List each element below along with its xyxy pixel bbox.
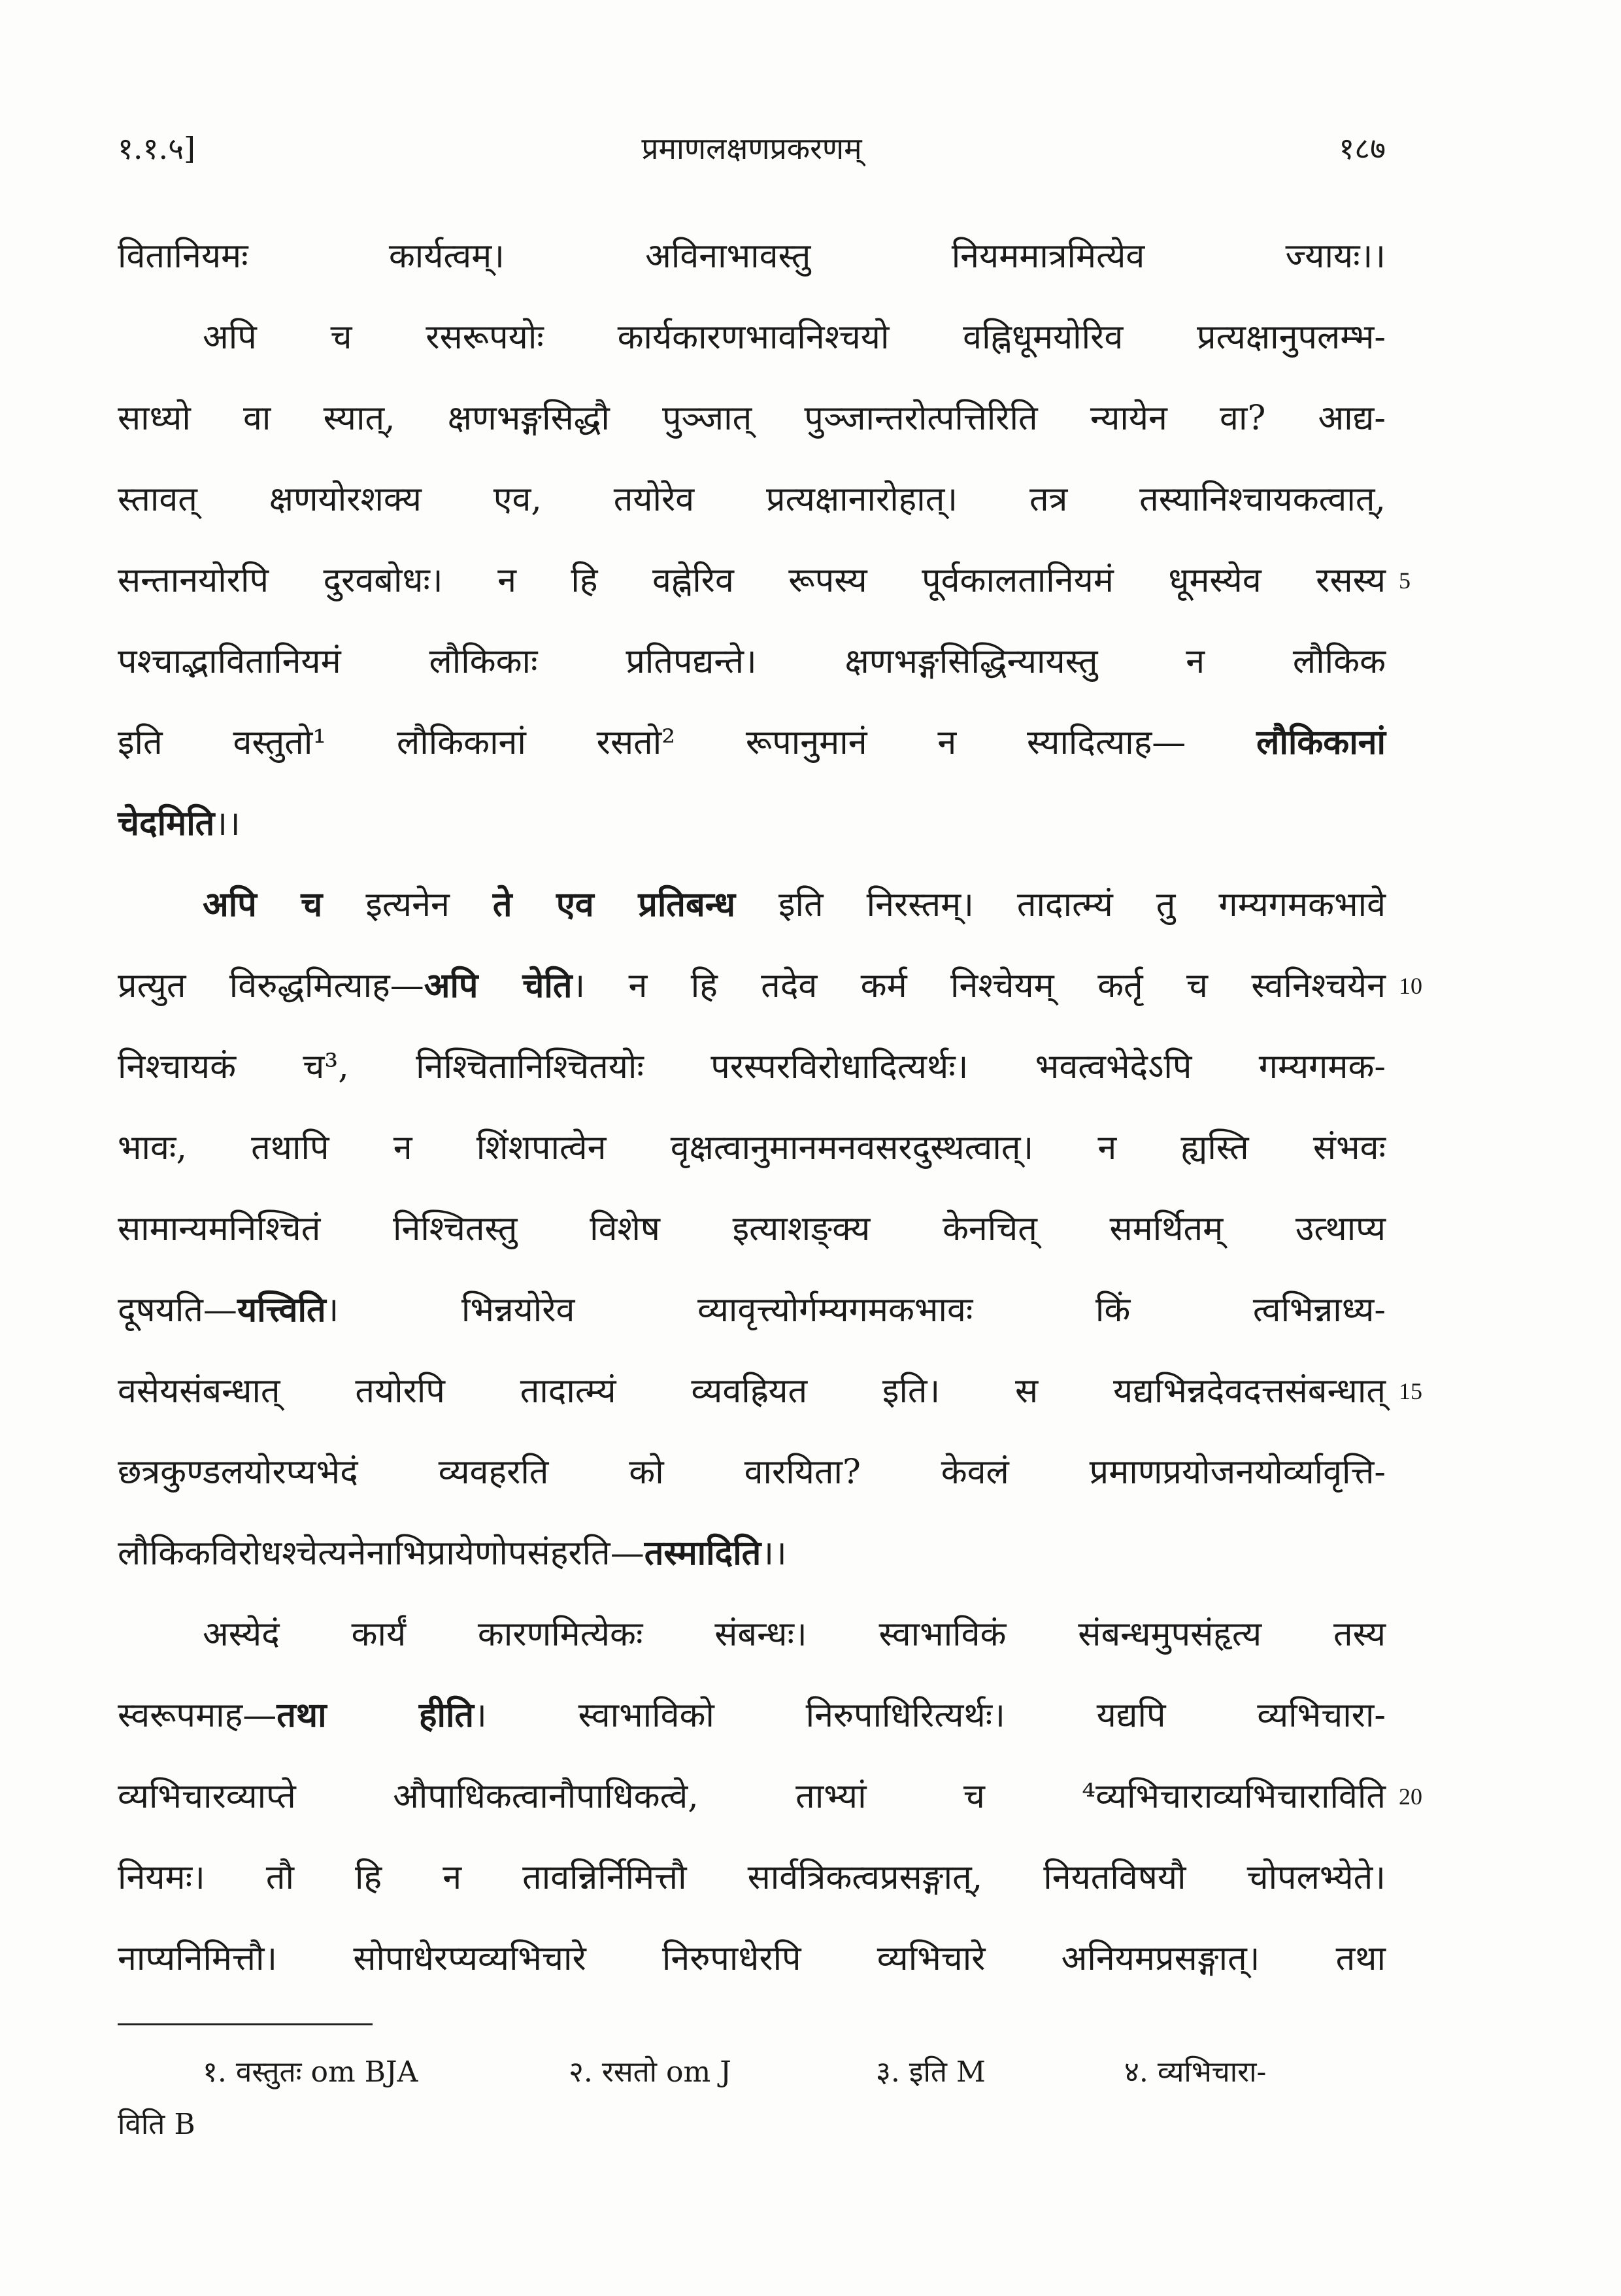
- text-line: [118, 1675, 1386, 1756]
- text-segment: नाप्यनिमित्तौ। सोपाधेरप्यव्यभिचारे निरुपाधेरपि व्यभिचारे अनियमप्रसङ्गात्। तथा: [118, 1939, 1386, 1978]
- text-line: [118, 621, 1386, 702]
- bold-lemma: ते एव प्रतिबन्ध: [492, 885, 736, 924]
- text-segment: लौकिकविरोधश्चेत्यनेनाभिप्रायेणोपसंहरति—: [118, 1534, 644, 1573]
- text-line: [118, 945, 1422, 1026]
- text-segment: । न हि तदेव कर्म निश्चेयम् कर्तृ च स्वनिश्चयेन: [572, 966, 1386, 1005]
- text-line: [118, 1432, 1386, 1513]
- text-segment: इत्यनेन: [322, 885, 493, 924]
- bold-lemma: अपि चेति: [424, 966, 573, 1005]
- line-number: 20: [1399, 1783, 1422, 1810]
- text-segment: । भिन्नयोरेव व्यावृत्त्योर्गम्यगमकभावः किं त्वभिन्नाध्य-: [326, 1291, 1386, 1330]
- text-segment: स्तावत् क्षणयोरशक्य एव, तयोरेव प्रत्यक्षानारोहात्। तत्र तस्यानिश्चायकत्वात्,: [118, 480, 1386, 519]
- text-line: [118, 1756, 1422, 1837]
- text-line: [118, 783, 1386, 864]
- text-segment: व्यभिचारव्याप्ते औपाधिकत्वानौपाधिकत्वे, ताभ्यां च ⁴व्यभिचाराव्यभिचाराविति: [118, 1777, 1386, 1816]
- line-number: 5: [1399, 567, 1411, 594]
- text-segment: वसेयसंबन्धात् तयोरपि तादात्म्यं व्यवह्रियत इति। स यद्यभिन्नदेवदत्तसंबन्धात्: [118, 1372, 1386, 1411]
- line-number: 10: [1399, 973, 1422, 999]
- text-line: [118, 297, 1386, 378]
- bold-lemma: अपि च: [203, 885, 323, 924]
- footnotes: [118, 2046, 1386, 2151]
- text-line: [118, 459, 1386, 540]
- bold-lemma: चेदमिति: [118, 803, 215, 843]
- text-line: [118, 1918, 1386, 1999]
- bold-lemma: तस्मादिति: [644, 1533, 761, 1573]
- footnote-continuation: विति B: [118, 2108, 195, 2141]
- text-line: [118, 540, 1411, 621]
- footnote-1: १. वस्तुतः om BJA: [203, 2055, 418, 2089]
- text-segment: दूषयति—: [118, 1291, 237, 1330]
- text-line: [118, 378, 1386, 459]
- chapter-title: प्रमाणलक्षणप्रकरणम्: [641, 131, 862, 166]
- text-line: [118, 1837, 1386, 1918]
- running-head: [118, 127, 1386, 180]
- text-line: [118, 1513, 1386, 1594]
- bold-lemma: यत्त्विति: [237, 1290, 326, 1330]
- text-segment: भावः, तथापि न शिंशपात्वेन वृक्षत्वानुमानमनवसरदुस्थत्वात्। न ह्यस्ति संभवः: [118, 1128, 1386, 1168]
- text-segment: वितानियमः कार्यत्वम्। अविनाभावस्तु नियममात्रमित्येव ज्यायः।।: [118, 237, 1386, 276]
- footnote-2: २. रसतो om J: [569, 2055, 731, 2089]
- text-segment: । स्वाभाविको निरुपाधिरित्यर्थः। यद्यपि व्यभिचारा-: [474, 1696, 1386, 1735]
- section-reference: १.१.५]: [118, 131, 195, 166]
- text-segment: प्रत्युत विरुद्धमित्याह—: [118, 966, 424, 1005]
- text-line: [118, 1026, 1386, 1107]
- text-line: [118, 1270, 1386, 1351]
- text-segment: अस्येदं कार्यं कारणमित्येकः संबन्धः। स्वाभाविकं संबन्धमुपसंहृत्य तस्य: [203, 1615, 1386, 1654]
- body-text: [118, 216, 1422, 1999]
- text-segment: सामान्यमनिश्चितं निश्चितस्तु विशेष इत्याशङ्क्य केनचित् समर्थितम् उत्थाप्य: [118, 1209, 1386, 1249]
- text-segment: स्वरूपमाह—: [118, 1696, 277, 1735]
- footnote-3: ३. इति M: [876, 2055, 986, 2089]
- text-segment: निश्चायकं च³, निश्चितानिश्चितयोः परस्परविरोधादित्यर्थः। भवत्वभेदेऽपि गम्यगमक-: [118, 1047, 1386, 1087]
- bold-lemma: लौकिकानां: [1256, 722, 1386, 762]
- text-line: [118, 702, 1386, 783]
- footnote-4: ४. व्यभिचारा-: [1124, 2055, 1267, 2089]
- text-segment: नियमः। तौ हि न तावन्निर्निमित्तौ सार्वत्रिकत्वप्रसङ्गात्, नियतविषयौ चोपलभ्येते।: [118, 1858, 1386, 1897]
- text-segment: सन्तानयोरपि दुरवबोधः। न हि वह्नेरिव रूपस्य पूर्वकालतानियमं धूमस्येव रसस्य: [118, 561, 1386, 600]
- line-number: 15: [1399, 1378, 1422, 1404]
- text-segment: इति निरस्तम्। तादात्म्यं तु गम्यगमकभावे: [735, 885, 1386, 924]
- text-line: [118, 216, 1386, 297]
- text-line: [118, 1594, 1386, 1675]
- text-line: [118, 1189, 1386, 1270]
- footnote-rule: [118, 2023, 373, 2025]
- text-line: [118, 1107, 1386, 1189]
- text-segment: ।।: [214, 804, 241, 843]
- text-segment: ।।: [761, 1534, 787, 1573]
- bold-lemma: तथा हीति: [276, 1695, 475, 1735]
- page-number: १८७: [1339, 131, 1386, 166]
- text-segment: पश्चाद्भावितानियमं लौकिकाः प्रतिपद्यन्ते। क्षणभङ्गसिद्धिन्यायस्तु न लौकिक: [118, 642, 1386, 681]
- text-segment: छत्रकुण्डलयोरप्यभेदं व्यवहरति को वारयिता? केवलं प्रमाणप्रयोजनयोर्व्यावृत्ति-: [118, 1453, 1386, 1492]
- text-segment: साध्यो वा स्यात्, क्षणभङ्गसिद्धौ पुञ्जात् पुञ्जान्तरोत्पत्तिरिति न्यायेन वा? आद्य-: [118, 399, 1386, 438]
- text-segment: अपि च रसरूपयोः कार्यकारणभावनिश्चयो वह्निधूमयोरिव प्रत्यक्षानुपलम्भ-: [203, 318, 1386, 357]
- text-segment: इति वस्तुतो¹ लौकिकानां रसतो² रूपानुमानं न स्यादित्याह—: [118, 723, 1257, 762]
- text-line: [118, 864, 1386, 945]
- text-line: [118, 1351, 1422, 1432]
- footnote-row: [118, 2046, 1386, 2099]
